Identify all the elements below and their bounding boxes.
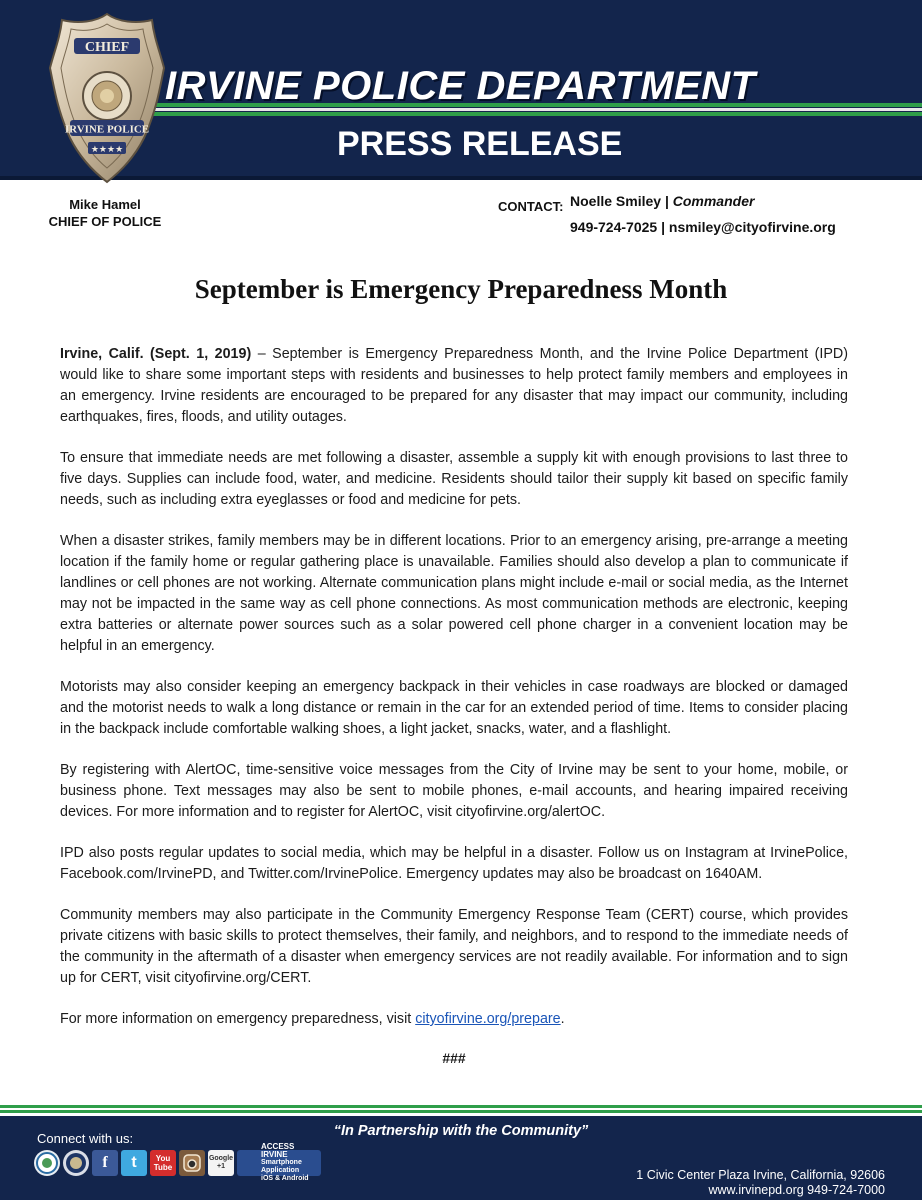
google-plus-icon[interactable] xyxy=(208,1150,234,1176)
separator: | xyxy=(664,193,669,209)
paragraph: IPD also posts regular updates to social media, which may be helpful in a disaster. Follow us on Instagram at IrvinePolice, Facebook.com/IrvinePD, and Twitter.com/IrvinePolice. Emergency updates may also be broadcast on 1640AM. xyxy=(60,845,848,882)
press-release-body xyxy=(60,344,848,1066)
access-irvine-app-icon[interactable] xyxy=(237,1142,321,1182)
paragraph xyxy=(60,344,848,428)
badge-bottom-text: IRVINE POLICE xyxy=(64,123,150,136)
app-title: ACCESS IRVINE xyxy=(261,1142,295,1159)
chief-name: Mike Hamel xyxy=(69,197,141,212)
youtube-label: Tube xyxy=(153,1163,173,1172)
tagline: “In Partnership with the Community” xyxy=(333,1123,589,1139)
google-label: Google xyxy=(208,1155,234,1162)
footer-green-line xyxy=(0,1105,922,1108)
paragraph: By registering with AlertOC, time-sensitive voice messages from the City of Irvine may be sent to your home, mobile, or business phone. Text messages may also be sent to mobile phones, e-mail accounts, and hearing impaired receiving devices. For more information and to register for AlertOC, visit cityofirvine.org/alertOC. xyxy=(60,762,848,820)
headline: September is Emergency Preparedness Month xyxy=(194,274,728,304)
youtube-icon[interactable] xyxy=(150,1150,176,1176)
paragraph: Community members may also participate in the Community Emergency Response Team (CERT) course, which provides private citizens with basic skills to protect themselves, their family, and neighbors, and to respond to the immediate needs of the community in the aftermath of a disaster when emergency services are not readily available. For information and to sign up for CERT, visit cityofirvine.org/CERT. xyxy=(60,907,848,986)
social-icons xyxy=(34,1142,321,1182)
google-label: +1 xyxy=(217,1163,225,1170)
contact-phone-line xyxy=(570,219,836,235)
paragraph: To ensure that immediate needs are met following a disaster, assemble a supply kit with enough provisions to last three to five days. Supplies can include food, water, and medicine. Residents should tailor their supply kit based on specific family needs, such as including extra eyeglasses or food and medicine for pets. xyxy=(60,450,848,508)
app-platforms: iOS & Android xyxy=(261,1175,309,1182)
address-line: 1 Civic Center Plaza Irvine, California, 92606 xyxy=(636,1168,885,1182)
end-mark: ### xyxy=(442,1050,466,1066)
footer-green-line xyxy=(0,1110,922,1113)
contact-label: CONTACT: xyxy=(498,199,564,214)
separator: | xyxy=(661,219,665,235)
paragraph-text: . xyxy=(560,1011,565,1027)
dateline: Irvine, Calif. (Sept. 1, 2019) xyxy=(60,346,252,362)
contact-role: Commander xyxy=(672,193,755,209)
youtube-label: You xyxy=(155,1154,171,1163)
website-phone-line: www.irvinepd.org 949-724-7000 xyxy=(708,1183,885,1197)
prepare-link[interactable]: cityofirvine.org/prepare xyxy=(415,1011,561,1027)
paragraph: Motorists may also consider keeping an emergency backpack in their vehicles in case roadways are blocked or damaged and the motorist needs to walk a long distance or remain in the car for an extended period of time. Items to consider placing in the backpack include comfortable walking shoes, a light jacket, snacks, water, and a flashlight. xyxy=(60,679,848,737)
connect-label: Connect with us: xyxy=(37,1131,134,1146)
paragraph xyxy=(60,1009,848,1030)
department-title: IRVINE POLICE DEPARTMENT xyxy=(165,64,756,108)
paragraph: When a disaster strikes, family members may be in different locations. Prior to an emergency arising, pre-arrange a meeting location if the family home or regular gathering place is unavailable. Families should also develop a plan to communicate if landlines or cell phones are not working. Alternate communication plans might include e-mail or social media, as the Internet may not be impacted in the same way as cell phone connections. As most communication methods are electronic, keeping extra batteries or alternate power sources such as a solar powered cell phone charger in a convenient location may be helpful in an emergency. xyxy=(60,533,848,654)
police-seal-icon[interactable] xyxy=(63,1150,89,1176)
contact-name-line xyxy=(570,193,754,209)
contact-email[interactable]: nsmiley@cityofirvine.org xyxy=(668,219,836,235)
press-release-title: PRESS RELEASE xyxy=(337,125,623,163)
chief-badge-icon xyxy=(48,8,166,186)
paragraph-text: For more information on emergency preparedness, visit xyxy=(60,1011,416,1027)
badge-top-text: CHIEF xyxy=(84,40,130,55)
twitter-icon[interactable]: t xyxy=(121,1150,147,1176)
facebook-icon[interactable]: f xyxy=(92,1150,118,1176)
footer-address xyxy=(636,1168,885,1198)
app-subtitle: Smartphone Application xyxy=(261,1159,302,1174)
contact-name: Noelle Smiley xyxy=(570,193,662,209)
contact-phone: 949-724-7025 xyxy=(570,219,658,235)
city-seal-icon[interactable] xyxy=(34,1150,60,1176)
badge-stars: ★★★★ xyxy=(90,145,124,155)
chief-title: CHIEF OF POLICE xyxy=(48,214,162,229)
green-stripe xyxy=(138,112,922,116)
paragraph-text: – September is Emergency Preparedness Month, and the Irvine Police Department (IPD) would like to share some important steps with residents and businesses to help protect family members and employees in an emergency. Irvine residents are encouraged to be prepared for any disaster that may impact our community, including earthquakes, fires, floods, and utility outages. xyxy=(60,346,848,425)
footer-banner xyxy=(0,1116,922,1200)
instagram-icon[interactable] xyxy=(179,1150,205,1176)
chief-of-police-block xyxy=(30,196,180,230)
